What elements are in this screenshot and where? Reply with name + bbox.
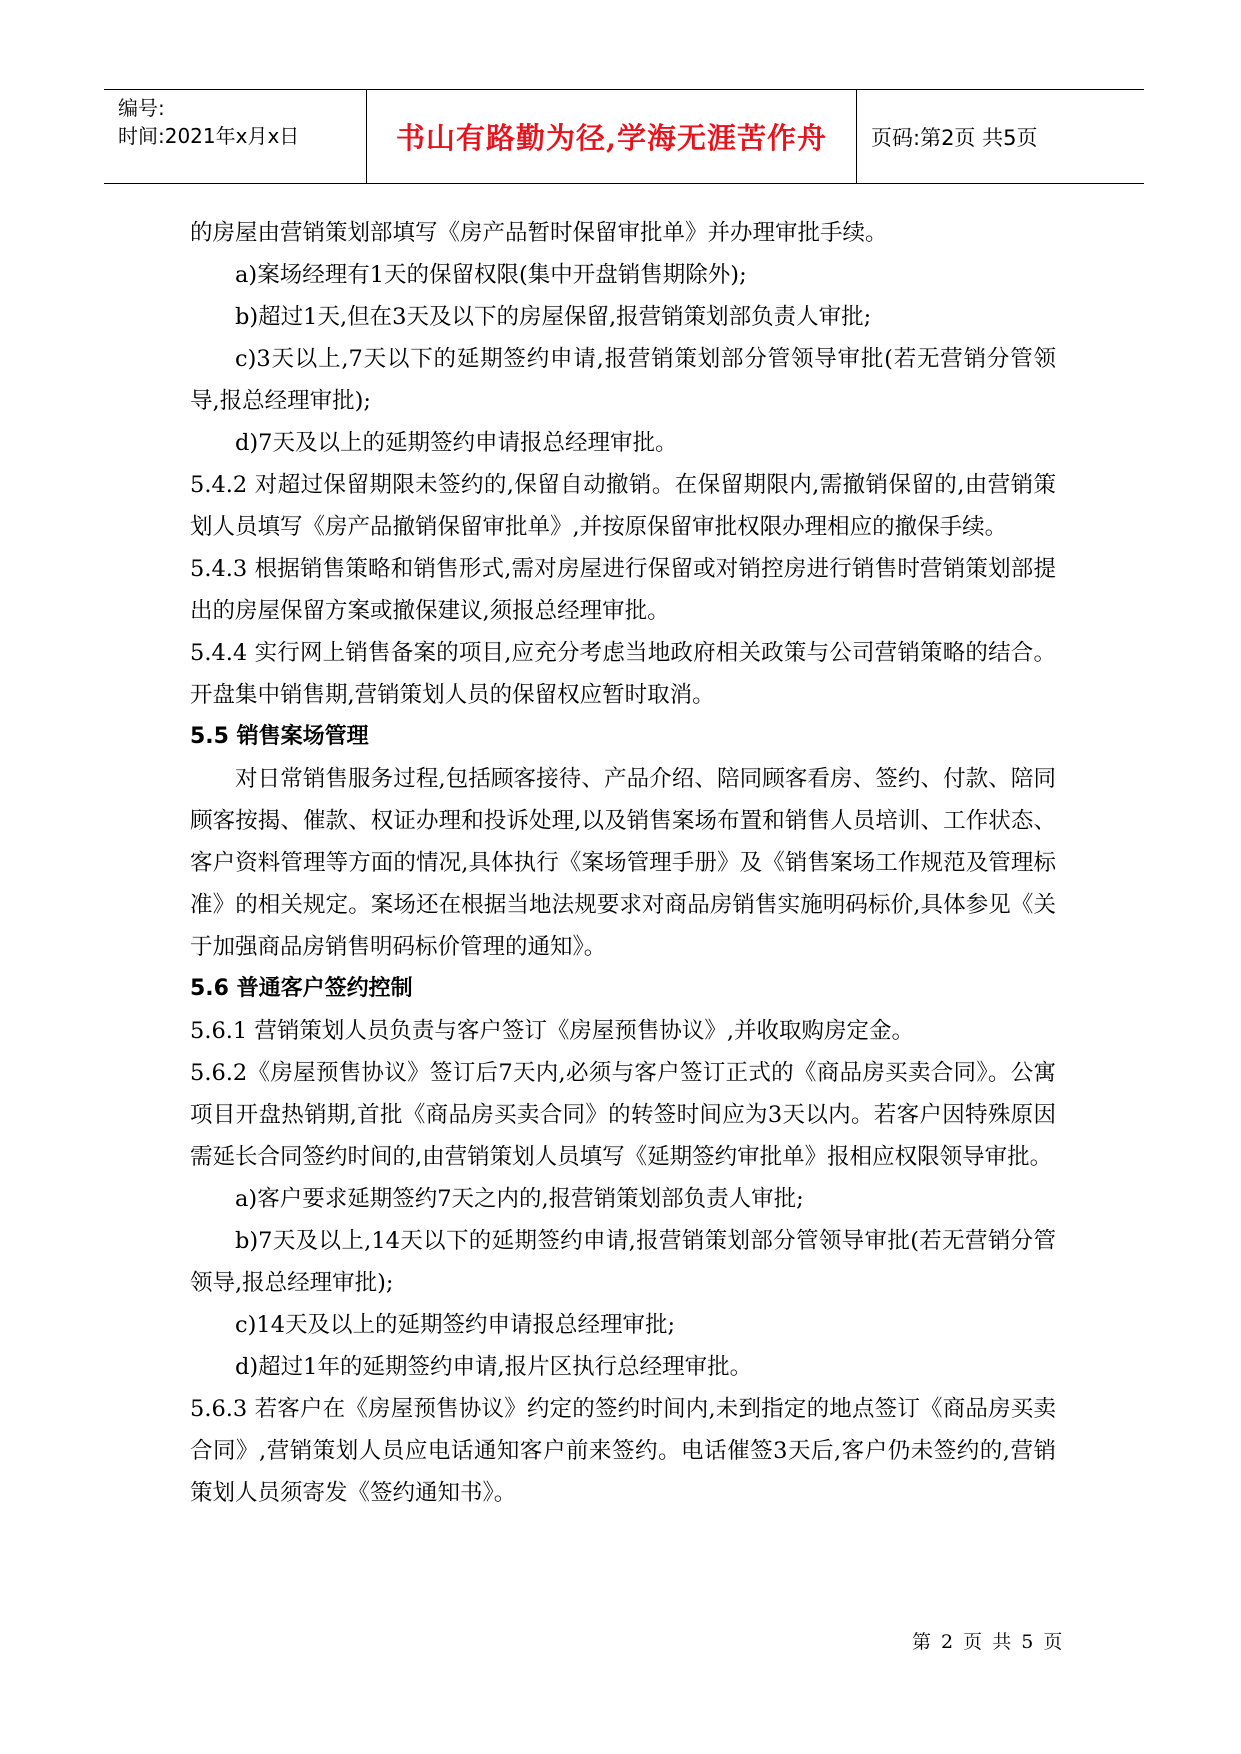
paragraph: c)14天及以上的延期签约申请报总经理审批; bbox=[235, 1312, 676, 1338]
document-time-label: 时间:2021年x月x日 bbox=[118, 124, 300, 148]
paragraph: d)超过1年的延期签约申请,报片区执行总经理审批。 bbox=[235, 1354, 753, 1380]
header-page-number: 页码:第2页 共5页 bbox=[871, 125, 1038, 150]
paragraph: a)案场经理有1天的保留权限(集中开盘销售期除外); bbox=[235, 262, 747, 288]
section-heading: 5.5 销售案场管理 bbox=[190, 724, 369, 749]
paragraph: 5.4.3 根据销售策略和销售形式,需对房屋进行保留或对销控房进行销售时营销策划部提出的房屋保留方案或撤保建议,须报总经理审批。 bbox=[190, 556, 1056, 624]
paragraph: a)客户要求延期签约7天之内的,报营销策划部负责人审批; bbox=[235, 1186, 804, 1212]
page-footer: 第 2 页 共 5 页 bbox=[912, 1631, 1065, 1653]
paragraph: c)3天以上,7天以下的延期签约申请,报营销策划部分管领导审批(若无营销分管领导,报总经理审批); bbox=[190, 346, 1056, 414]
paragraph: 对日常销售服务过程,包括顾客接待、产品介绍、陪同顾客看房、签约、付款、陪同顾客按揭、催款、权证办理和投诉处理,以及销售案场布置和销售人员培训、工作状态、客户资料管理等方面的情况,具体执行《案场管理手册》及《销售案场工作规范及管理标准》的相关规定。案场还在根据当地法规要求对商品房销售实施明码标价,具体参见《关于加强商品房销售明码标价管理的通知》。 bbox=[190, 766, 1056, 960]
document-number-label: 编号: bbox=[118, 96, 165, 120]
header-meta bbox=[104, 90, 367, 183]
paragraph: 5.4.2 对超过保留期限未签约的,保留自动撤销。在保留期限内,需撤销保留的,由营销策划人员填写《房产品撤销保留审批单》,并按原保留审批权限办理相应的撤保手续。 bbox=[190, 472, 1056, 540]
paragraph: b)7天及以上,14天以下的延期签约申请,报营销策划部分管领导审批(若无营销分管领导,报总经理审批); bbox=[190, 1228, 1056, 1296]
document-body bbox=[190, 212, 1056, 1514]
paragraph: 5.6.1 营销策划人员负责与客户签订《房屋预售协议》,并收取购房定金。 bbox=[190, 1018, 915, 1044]
header-motto: 书山有路勤为径,学海无涯苦作舟 bbox=[367, 90, 857, 183]
section-heading: 5.6 普通客户签约控制 bbox=[190, 976, 413, 1001]
page-header bbox=[104, 89, 1144, 184]
paragraph: 5.6.3 若客户在《房屋预售协议》约定的签约时间内,未到指定的地点签订《商品房买卖合同》,营销策划人员应电话通知客户前来签约。电话催签3天后,客户仍未签约的,营销策划人员须寄发《签约通知书》。 bbox=[190, 1396, 1056, 1506]
paragraph: 5.4.4 实行网上销售备案的项目,应充分考虑当地政府相关政策与公司营销策略的结合。开盘集中销售期,营销策划人员的保留权应暂时取消。 bbox=[190, 640, 1056, 708]
paragraph: b)超过1天,但在3天及以下的房屋保留,报营销策划部负责人审批; bbox=[235, 304, 872, 330]
paragraph: d)7天及以上的延期签约申请报总经理审批。 bbox=[235, 430, 678, 456]
paragraph: 的房屋由营销策划部填写《房产品暂时保留审批单》并办理审批手续。 bbox=[190, 220, 888, 246]
paragraph: 5.6.2《房屋预售协议》签订后7天内,必须与客户签订正式的《商品房买卖合同》。公寓项目开盘热销期,首批《商品房买卖合同》的转签时间应为3天以内。若客户因特殊原因需延长合同签约时间的,由营销策划人员填写《延期签约审批单》报相应权限领导审批。 bbox=[190, 1060, 1056, 1170]
